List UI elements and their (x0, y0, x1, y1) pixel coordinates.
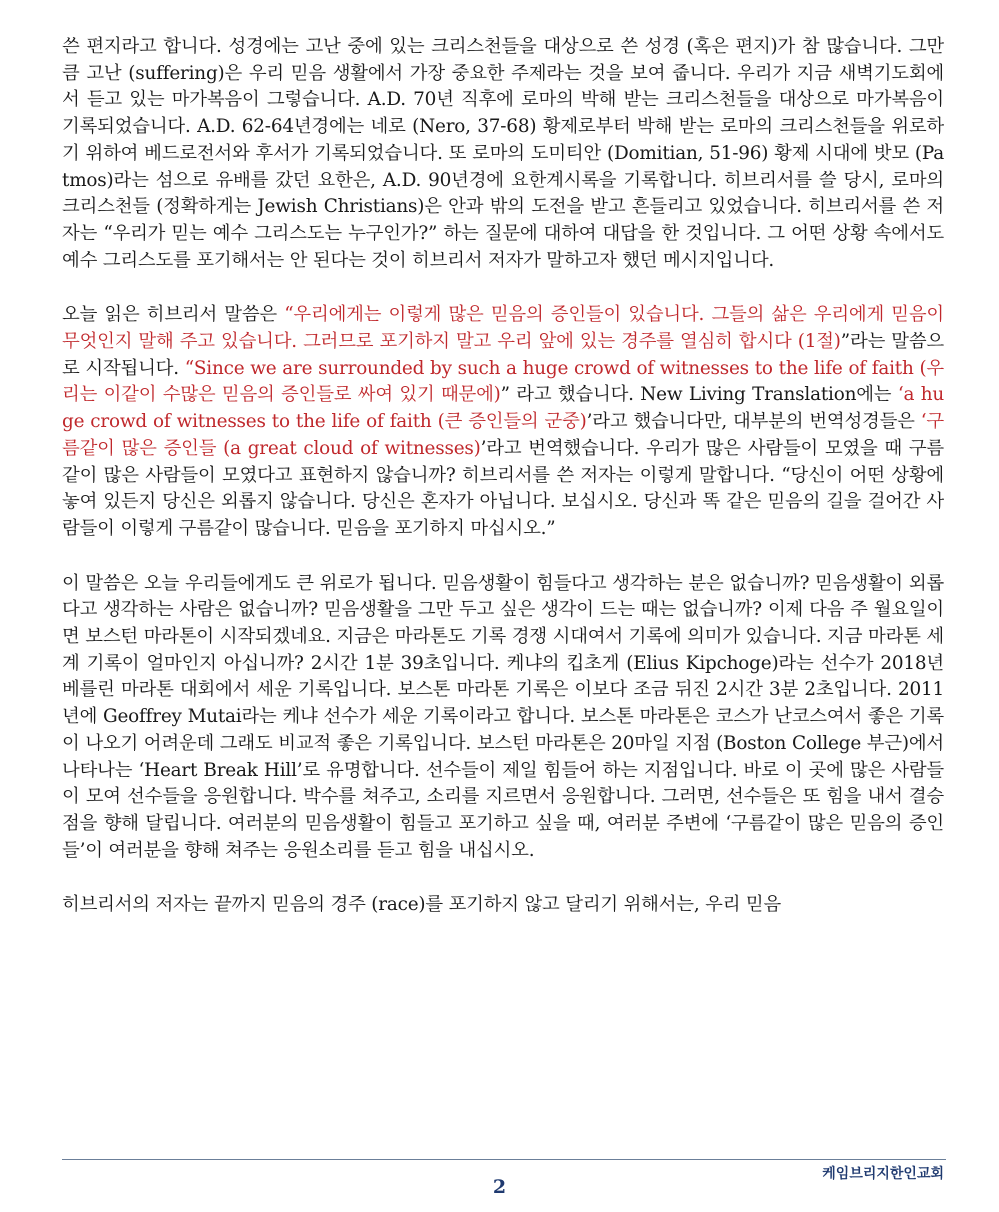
scripture-quote: “우리에게는 이렇게 많은 믿음의 증인들이 있습니다. 그들의 삶은 우리에게 믿음이 무엇인지 말해 주고 있습니다. 그러므로 포기하지 말고 우리 앞에 있는 경주를 열심히 합시다 (1절) (62, 304, 944, 353)
footer-divider (62, 1159, 946, 1160)
page-number: 2 (492, 1176, 507, 1198)
scripture-quote-english: “Since we are surrounded by such a huge crowd of witnesses to the life of faith (우리는 이같이 수많은 믿음의 증인들로 싸여 있기 때문에) (62, 357, 944, 406)
paragraph-4: 히브리서의 저자는 끝까지 믿음의 경주 (race)를 포기하지 않고 달리기 위해서는, 우리 믿음 (62, 894, 782, 916)
text-segment: ’라고 번역했습니다. 우리가 많은 사람들이 모였을 때 구름같이 많은 사람들이 모였다고 표현하지 않습니까? 히브리서를 쓴 저자는 이렇게 말합니다. “당신이 어떤 상황에 놓여 있든지 당신은 외롭지 않습니다. 당신은 혼자가 아닙니다. 보십시오. 당신과 똑 같은 믿음의 길을 걸어간 사람들이 이렇게 구름같이 많습니다. 믿음을 포기하지 마십시오.” (62, 437, 944, 539)
translation-quote-cloud: ‘구름같이 많은 증인들 (a great cloud of witnesses) (62, 411, 944, 459)
paragraph-1: 쓴 편지라고 합니다. 성경에는 고난 중에 있는 크리스천들을 대상으로 쓴 성경 (혹은 편지)가 참 많습니다. 그만큼 고난 (suffering)은 우리 믿음 생활에서 가장 중요한 주제라는 것을 보여 줍니다. 우리가 지금 새벽기도회에서 듣고 있는 마가복음이 그렇습니다. A.D. 70년 직후에 로마의 박해 받는 크리스천들을 대상으로 마가복음이 기록되었습니다. A.D. 62-64년경에는 네로 (Nero, 37-68) 황제로부터 박해 받는 로마의 크리스천들을 위로하기 위하여 베드로전서와 후서가 기록되었습니다. 또 로마의 도미티안 (Domitian, 51-96) 황제 시대에 밧모 (Patmos)라는 섬으로 유배를 갔던 요한은, A.D. 90년경에 요한계시록을 기록합니다. 히브리서를 쓸 당시, 로마의 크리스천들 (정확하게는 Jewish Christians)은 안과 밖의 도전을 받고 흔들리고 있었습니다. 히브리서를 쓴 저자는 “우리가 믿는 예수 그리스도는 누구인가?” 하는 질문에 대하여 대답을 한 것입니다. 그 어떤 상황 속에서도 예수 그리스도를 포기해서는 안 된다는 것이 히브리서 저자가 말하고자 했던 메시지입니다. (62, 36, 944, 271)
text-segment: ’라고 했습니다만, 대부분의 번역성경들은 (586, 411, 921, 433)
paragraph-3: 이 말씀은 오늘 우리들에게도 큰 위로가 됩니다. 믿음생활이 힘들다고 생각하는 분은 없습니까? 믿음생활이 외롭다고 생각하는 사람은 없습니까? 믿음생활을 그만 두고 싶은 생각이 드는 때는 없습니까? 이제 다음 주 월요일이면 보스턴 마라톤이 시작되겠네요. 지금은 마라톤도 기록 경쟁 시대여서 기록에 의미가 있습니다. 지금 마라톤 세계 기록이 얼마인지 아십니까? 2시간 1분 39초입니다. 케냐의 킵초게 (Elius Kipchoge)라는 선수가 2018년 베를린 마라톤 대회에서 세운 기록입니다. 보스톤 마라톤 기록은 이보다 조금 뒤진 2시간 3분 2초입니다. 2011년에 Geoffrey Mutai라는 케냐 선수가 세운 기록이라고 합니다. 보스톤 마라톤은 코스가 난코스여서 좋은 기록이 나오기 어려운데 그래도 비교적 좋은 기록입니다. 보스턴 마라톤은 20마일 지점 (Boston College 부근)에서 나타나는 ‘Heart Break Hill’로 유명합니다. 선수들이 제일 힘들어 하는 지점입니다. 바로 이 곳에 많은 사람들이 모여 선수들을 응원합니다. 박수를 쳐주고, 소리를 지르면서 응원합니다. 그러면, 선수들은 또 힘을 내서 결승점을 향해 달립니다. 여러분의 믿음생활이 힘들고 포기하고 싶을 때, 여러분 주변에 ‘구름같이 많은 믿음의 증인들’이 여러분을 향해 쳐주는 응원소리를 듣고 힘을 내십시오. (62, 572, 944, 861)
document-body (62, 34, 944, 919)
paragraph-2 (62, 302, 944, 542)
text-segment: ” 라고 했습니다. New Living Translation에는 (500, 384, 898, 406)
footer-church-name: 케임브리지한인교회 (822, 1166, 944, 1182)
translation-quote-nlt: ‘a huge crowd of witnesses to the life of faith (큰 증인들의 군중) (62, 384, 944, 433)
text-segment: 오늘 읽은 히브리서 말씀은 (62, 304, 285, 326)
text-segment: ”라는 말씀으로 시작됩니다. (62, 331, 944, 379)
